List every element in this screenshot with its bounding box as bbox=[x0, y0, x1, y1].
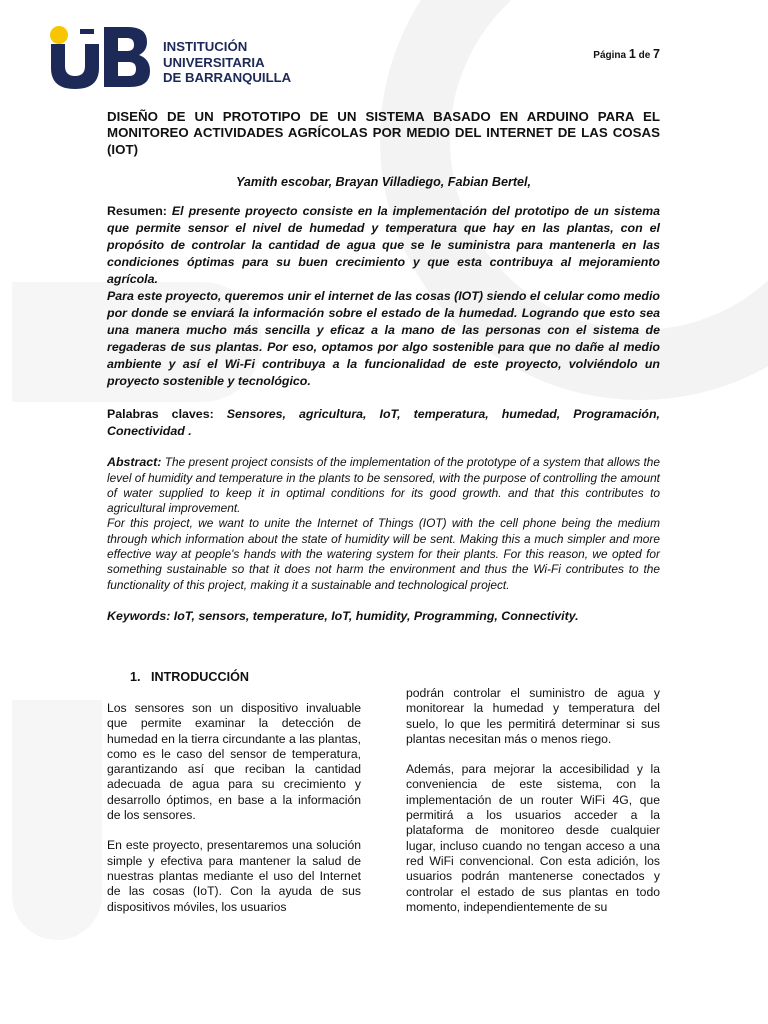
abstract-paragraph-2: For this project, we want to unite the Internet of Things (IOT) with the cell phone being the medium through which information about the state of humidity will be sent. Making this a much simpler and more effective way at people's hands with the watering system for their plants. For this reason, we opted for something sustainable so that it does not harm the environment and thus the Wi-Fi contributes to the functionality of this project, making it a sustainable and technological project. bbox=[107, 516, 660, 592]
section-heading-introduccion bbox=[130, 670, 249, 684]
paper-authors: Yamith escobar, Brayan Villadiego, Fabian Bertel, bbox=[235, 175, 532, 190]
body-column-right bbox=[406, 686, 660, 930]
body-paragraph: Los sensores son un dispositivo invaluable que permite examinar la detección de humedad en la tierra circundante a las plantas, como es le caso del sensor de temperatura, garantizando así que reciban la cantidad adecuada de agua para su crecimiento y desarrollo óptimos, en base a la información de los sensores. bbox=[107, 701, 361, 823]
palabras-claves bbox=[107, 406, 660, 440]
resumen-text: El presente proyecto consiste en la implementación del prototipo de un sistema que permite sensor el nivel de humedad y temperatura que hay en las plantas, con el propósito de controlar la cantidad de agua que se le suministra para mantenerla en las condiciones óptimas para su buen crecimiento y que esta contribuya al mejoramiento agrícola. bbox=[107, 204, 660, 287]
institution-name-line: INSTITUCIÓN bbox=[163, 39, 248, 54]
keywords-english: Keywords: IoT, sensors, temperature, IoT, humidity, Programming, Connectivity. bbox=[107, 608, 579, 623]
abstract-label: Abstract: bbox=[107, 455, 162, 470]
abstract-paragraph bbox=[107, 455, 660, 516]
body-paragraph: En este proyecto, presentaremos una solución simple y efectiva para mantener la salud de nuestras plantas mediante el uso del Internet de las cosas (IoT). Con la ayuda de sus dispositivos móviles, los usuarios bbox=[107, 838, 361, 914]
page-number bbox=[593, 47, 660, 61]
resumen-paragraph-2: Para este proyecto, queremos unir el internet de las cosas (IOT) siendo el celular como medio por donde se enviará la información sobre el estado de la humedad. Logrando que esto sea una manera mucho más sencilla y eficaz a la mano de las personas con el sistema de regaderas de sus plantas. Por eso, optamos por algo sostenible para que no dañe al medio ambiente y así el Wi-Fi contribuya a la funcionalidad de este proyecto, volviéndolo un proyecto sostenible y tecnológico. bbox=[107, 289, 660, 389]
body-paragraph: podrán controlar el suministro de agua y monitorear la humedad y temperatura del suelo, lo que les permitirá determinar si sus plantas necesitan más o menos riego. bbox=[406, 686, 660, 746]
resumen-label: Resumen: bbox=[107, 204, 167, 219]
palabras-claves-text: Sensores, agricultura, IoT, temperatura, humedad, Programación, Conectividad . bbox=[107, 407, 660, 439]
page-number-separator: de bbox=[638, 50, 651, 61]
body-paragraph: Además, para mejorar la accesibilidad y la conveniencia de este sistema, con la implementación de un router WiFi 4G, que permitirá a los usuarios acceder a la plataforma de monitoreo desde cualquier lugar, incluso cuando no tengan acceso a una red WiFi convencional. Con esta adición, los usuarios podrán mantenerse conectados y controlar el estado de sus plantas en todo momento, independientemente de su bbox=[406, 762, 660, 914]
section-title: INTRODUCCIÓN bbox=[151, 670, 249, 684]
watermark-shape bbox=[12, 700, 102, 940]
abstract-text: The present project consists of the implementation of the prototype of a system that allows the level of humidity and temperature in the plants to be sensored, with the purpose of controlling the amount of water supplied to keep it in optimal conditions for its good growth. and that this contributes to agricultural improvement. bbox=[107, 455, 660, 516]
page-number-prefix: Página bbox=[593, 50, 627, 61]
paper-front-matter bbox=[107, 109, 660, 623]
ub-logo-mark bbox=[48, 24, 158, 90]
body-column-left bbox=[107, 701, 361, 930]
page-number-current: 1 bbox=[628, 47, 636, 61]
paper-title: DISEÑO DE UN PROTOTIPO DE UN SISTEMA BASADO EN ARDUINO PARA EL MONITOREO ACTIVIDADES AGRÍCOLAS POR MEDIO DEL INTERNET DE LAS COSAS (IOT) bbox=[107, 109, 660, 157]
palabras-claves-label: Palabras claves: bbox=[107, 407, 214, 422]
institution-name bbox=[163, 39, 291, 86]
institution-logo bbox=[48, 24, 318, 90]
institution-name-line: UNIVERSITARIA bbox=[163, 54, 265, 70]
resumen-paragraph bbox=[107, 203, 660, 288]
institution-name-line: DE BARRANQUILLA bbox=[163, 70, 292, 85]
section-number: 1. bbox=[130, 670, 141, 684]
page-number-total: 7 bbox=[653, 47, 660, 61]
